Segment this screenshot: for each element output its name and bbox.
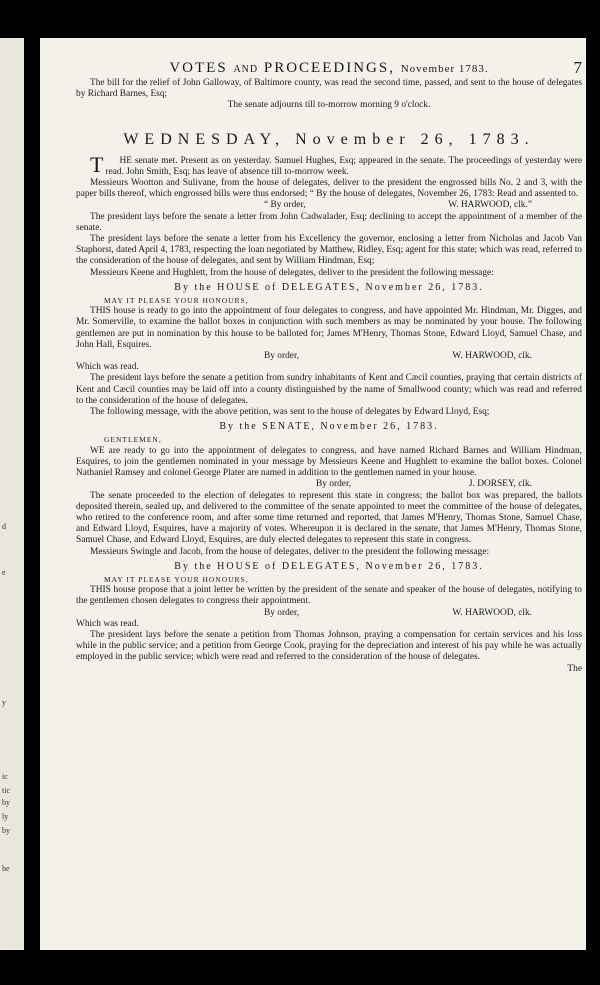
clerk-name: W. HARWOOD, clk.” [448,200,532,211]
catchword: The [567,663,582,674]
message-salutation: MAY IT PLEASE YOUR HONOURS, [104,296,249,306]
by-order: By order, [264,607,300,618]
running-head [76,58,582,78]
signature-line [76,351,582,362]
paragraph: The senate proceeded to the election of delegates to represent this state in congress; the ballot box was prepared, the ballots deposited therein, sealed up, and delivered to the committee of the senate appointed to meet the committee of the house of delegates, who retired to the conference room, and after some time returned and reported, that James M'Henry, Thomas Stone, Samuel Chase, and Edward Lloyd, Esquires, have a majority of votes. Whereupon it is declared in the senate, that James M'Henry, Thomas Stone, Samuel Chase, and Edward Lloyd, Esquires, are duly elected delegates to represent this state in congress. [76,490,582,546]
paragraph: Messieurs Wootton and Sulivane, from the house of delegates, deliver to the president the engrossed bills No. 2 and 3, with the paper bills thereof, which engrossed bills were thus endorsed; “ By the house of delegates, November 26, 1783: Read and assented to. [76,178,582,200]
running-head-title-a: VOTES [169,60,228,76]
gutter-fragment: ic [2,772,8,781]
paragraph: THE senate met. Present as on yesterday. Samuel Hughes, Esq; appeared in the senate. The proceedings of yesterday were read. John Smith, Esq; has leave of absence till to-morrow week. [90,151,582,177]
message-text: THIS house propose that a joint letter be written by the president of the senate and speaker of the house of delegates, notifying to the gentlemen chosen delegates to congress their appointment. [76,585,582,607]
which-was-read: Which was read. [76,362,139,373]
message-text: WE are ready to go into the appointment of delegates to congress, and have named Richard Barnes and William Hindman, Esquires, to join the gentlemen nominated in your message by Messieurs Keene and Hughlett to examine the ballot boxes. Colonel Nathaniel Ramsey and colonel George Plater are named in addition to the gentlemen named in your house. [76,445,582,479]
clerk-name: W. HARWOOD, clk. [452,607,532,618]
gutter-fragment: d [2,522,6,531]
gutter-fragment: tic [2,786,10,795]
signature-line [76,608,582,619]
running-head-month: November 1783. [400,63,489,75]
paragraph: The president lays before the senate a petition from sundry inhabitants of Kent and Cæcil counties, praying that certain districts of Kent and Cæcil counties may be laid off into a county distinguished by the name of Smallwood county; which was read and referred to the consideration of the house of delegates. [76,373,582,406]
paragraph: The president lays before the senate a letter from his Excellency the governor, enclosing a letter from Nicholas and Jacob Van Staphorst, dated April 4, 1783, respecting the loan negotiated by Matthew, Ridley, Esq; agent for this state; which was read, referred to the consideration of the house of delegates, and sent by William Hindman, Esq; [76,234,582,267]
day-heading: WEDNESDAY, November 26, 1783. [123,130,535,148]
gutter-fragment: by [2,798,10,807]
facing-page-gutter [0,38,24,950]
clerk-name: W. HARWOOD, clk. [452,351,532,362]
message-text: THIS house is ready to go into the appointment of four delegates to congress, and have appointed Mr. Hindman, Mr. Digges, and Mr. Somerville, to examine the ballot boxes in conjunction with such members as may be nominated by your house. The following gentlemen are put in nomination by this house to be balloted for; James M'Henry, Thomas Stone, Edward Lloyd, Samuel Chase, and John Hall, Esquires. [76,306,582,350]
gutter-fragment: by [2,826,10,835]
running-head-and: AND [233,64,259,75]
gutter-fragment: he [2,864,10,873]
message-heading: By the HOUSE of DELEGATES, November 26, 1783. [174,281,484,293]
paragraph: The bill for the relief of John Galloway, of Baltimore county, was read the second time, passed, and sent to the house of delegates by Richard Barnes, Esq; [76,78,582,100]
page-number: 7 [573,58,582,77]
gutter-fragment: e [2,568,6,577]
running-head-title-b: PROCEEDINGS, [263,60,395,76]
by-order: By order, [316,479,352,490]
adjournment-line: The senate adjourns till to-morrow morning 9 o'clock. [227,100,431,111]
message-salutation: GENTLEMEN, [104,435,162,445]
paragraph: Messieurs Keene and Hughlett, from the house of delegates, deliver to the president the following message: [90,267,494,278]
by-order: “ By order, [264,200,306,211]
paragraph: The president lays before the senate a letter from John Cadwalader, Esq; declining to accept the appointment of a member of the senate. [76,211,582,233]
gutter-fragment: ly [2,812,9,821]
paragraph: Messieurs Swingle and Jacob, from the house of delegates, deliver to the president the following message: [90,546,490,557]
signature-line [76,200,582,211]
clerk-name: J. DORSEY, clk. [468,479,532,490]
book-page [40,38,586,950]
message-salutation: MAY IT PLEASE YOUR HONOURS, [104,574,249,584]
which-was-read: Which was read. [76,618,139,629]
by-order: By order, [264,351,300,362]
gutter-fragment: y [2,698,6,707]
signature-line [76,479,582,490]
message-heading: By the HOUSE of DELEGATES, November 26, 1783. [174,560,484,572]
message-heading: By the SENATE, November 26, 1783. [219,421,439,433]
paragraph: The following message, with the above petition, was sent to the house of delegates by Edward Lloyd, Esq; [90,407,490,418]
page-content [76,58,582,675]
paragraph: The president lays before the senate a petition from Thomas Johnson, praying a compensation for certain services and his loss while in the public service; and a petition from George Cook, praying for the depreciation and interest of his pay while he was actually employed in the public service; which were read and referred to the consideration of the house of delegates. [76,629,582,663]
